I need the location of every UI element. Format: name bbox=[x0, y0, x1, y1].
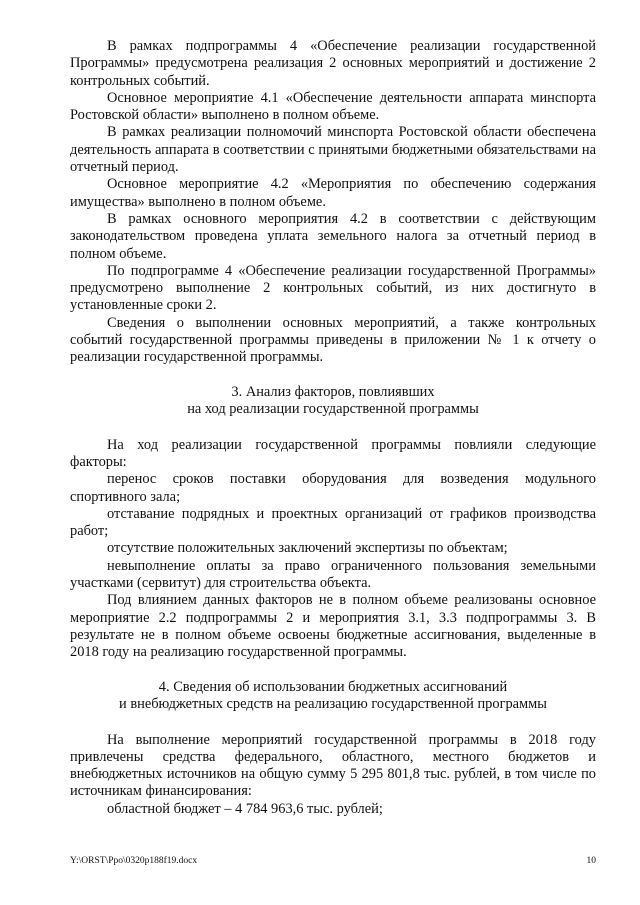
section-4-intro: На выполнение мероприятий государственной программы в 2018 году привлечены средства федерального, областного, местного бюджетов и внебюджетных источников на общую сумму 5 295 801,8 тыс. рублей, в том числе по источникам финансирования: bbox=[70, 731, 596, 800]
factor-item: перенос сроков поставки оборудования для возведения модульного спортивного зала; bbox=[70, 471, 596, 505]
funding-item: областной бюджет – 4 784 963,6 тыс. рублей; bbox=[107, 800, 383, 817]
paragraph: Основное мероприятие 4.1 «Обеспечение деятельности аппарата минспорта Ростовской области» выполнено в полном объеме. bbox=[70, 89, 596, 124]
factor-item: отставание подрядных и проектных организаций от графиков производства работ; bbox=[70, 505, 596, 540]
page-footer bbox=[70, 856, 596, 866]
factor-item: отсутствие положительных заключений экспертизы по объектам; bbox=[107, 540, 508, 557]
paragraph: В рамках реализации полномочий минспорта Ростовской области обеспечена деятельность аппарата в соответствии с принятыми бюджетными обязательствами на отчетный период. bbox=[70, 124, 596, 176]
section-4-title-line-2: и внебюджетных средств на реализацию государственной программы bbox=[119, 696, 547, 712]
section-3-intro: На ход реализации государственной программы повлияли следующие факторы: bbox=[70, 436, 596, 470]
paragraph: Сведения о выполнении основных мероприятий, а также контрольных событий государственной программы приведены в приложении № 1 к отчету о реализации государственной программы. bbox=[70, 314, 596, 366]
section-3-title-line-2: на ход реализации государственной программы bbox=[187, 401, 479, 418]
paragraph: В рамках подпрограммы 4 «Обеспечение реализации государственной Программы» предусмотрена реализация 2 основных мероприятий и достижение 2 контрольных событий. bbox=[70, 38, 596, 89]
page-number: 10 bbox=[586, 856, 596, 866]
paragraph: Основное мероприятие 4.2 «Мероприятия по обеспечению содержания имущества» выполнено в полном объеме. bbox=[70, 176, 596, 210]
document-body bbox=[70, 38, 596, 818]
paragraph: По подпрограмме 4 «Обеспечение реализации государственной Программы» предусмотрено выполнение 2 контрольных событий, из них достигнуто в установленные сроки 2. bbox=[70, 262, 596, 314]
section-3-title-line-1: 3. Анализ факторов, повлиявших bbox=[231, 383, 435, 400]
section-3-conclusion: Под влиянием данных факторов не в полном объеме реализованы основное мероприятие 2.2 подпрограммы 2 и мероприятия 3.1, 3.3 подпрограммы 3. В результате не в полном объеме освоены бюджетные ассигнования, выделенные в 2018 году на реализацию государственной программы. bbox=[70, 592, 596, 661]
paragraph: В рамках основного мероприятия 4.2 в соответствии с действующим законодательством проведена уплата земельного налога за отчетный период в полном объеме. bbox=[70, 210, 596, 262]
file-path: Y:\ORST\Ppo\0320p188f19.docx bbox=[70, 856, 198, 866]
section-4-title-line-1: 4. Сведения об использовании бюджетных ассигнований bbox=[158, 678, 508, 695]
factor-item: невыполнение оплаты за право ограниченного пользования земельными участками (сервитут) для строительства объекта. bbox=[70, 557, 596, 592]
